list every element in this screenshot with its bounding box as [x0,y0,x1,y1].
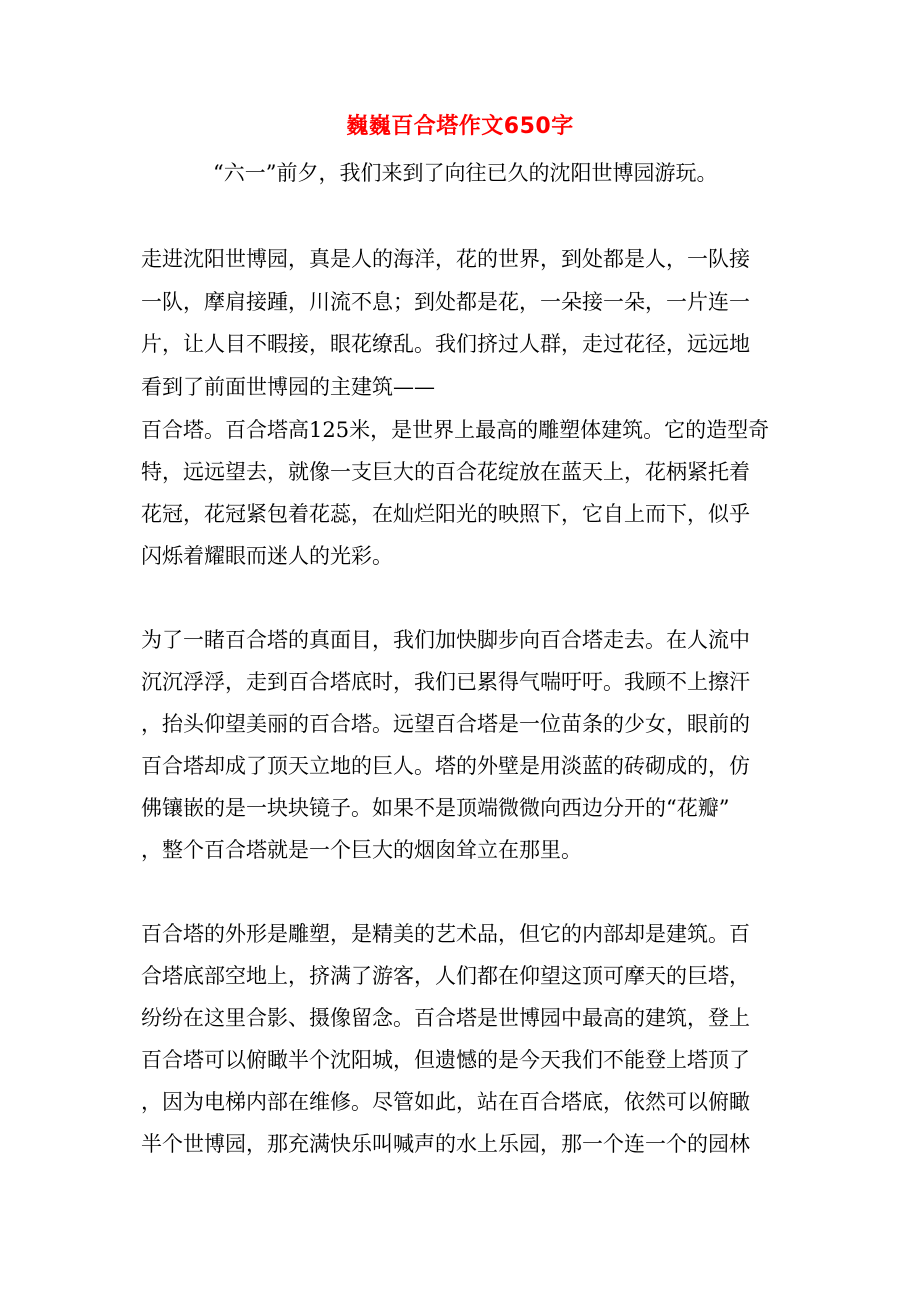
document-title: 巍巍百合塔作文650字 [346,114,574,139]
paragraph-line: ，因为电梯内部在维修。尽管如此，站在百合塔底，依然可以俯瞰 [141,1090,750,1114]
paragraph-line: 片，让人目不暇接，眼花缭乱。我们挤过人群，走过花径，远远地 [141,332,750,356]
paragraph-line: 佛镶嵌的是一块块镜子。如果不是顶端微微向西边分开的“花瓣” [141,796,730,820]
paragraph-line: 沉沉浮浮，走到百合塔底时，我们已累得气喘吁吁。我顾不上擦汗 [141,670,750,694]
paragraph-line: 花冠，花冠紧包着花蕊，在灿烂阳光的映照下，它自上而下，似乎 [141,502,750,526]
paragraph-line: 闪烁着耀眼而迷人的光彩。 [141,544,393,568]
paragraph-line: 纷纷在这里合影、摄像留念。百合塔是世博园中最高的建筑，登上 [141,1006,750,1030]
paragraph-line: 为了一睹百合塔的真面目，我们加快脚步向百合塔走去。在人流中 [141,628,750,652]
paragraph-line: 看到了前面世博园的主建筑—— [141,375,435,399]
paragraph-line: 百合塔却成了顶天立地的巨人。塔的外壁是用淡蓝的砖砌成的，仿 [141,754,750,778]
paragraph-line: 百合塔可以俯瞰半个沈阳城，但遗憾的是今天我们不能登上塔顶了 [141,1048,750,1072]
paragraph-line: 百合塔。百合塔高125米，是世界上最高的雕塑体建筑。它的造型奇 [141,418,770,442]
paragraph-line: 合塔底部空地上，挤满了游客，人们都在仰望这顶可摩天的巨塔， [141,964,750,988]
paragraph-line: 走进沈阳世博园，真是人的海洋，花的世界，到处都是人，一队接 [141,247,750,271]
paragraph-line: ，抬头仰望美丽的百合塔。远望百合塔是一位苗条的少女，眼前的 [141,712,750,736]
paragraph-line: 特，远远望去，就像一支巨大的百合花绽放在蓝天上，花柄紧托着 [141,460,750,484]
paragraph-line: 百合塔的外形是雕塑，是精美的艺术品，但它的内部却是建筑。百 [141,922,750,946]
paragraph-line: 半个世博园，那充满快乐叫喊声的水上乐园，那一个连一个的园林 [141,1132,750,1156]
paragraph-line: 一队，摩肩接踵，川流不息；到处都是花，一朵接一朵，一片连一 [141,290,750,314]
paragraph-line: ，整个百合塔就是一个巨大的烟囱耸立在那里。 [141,838,582,862]
paragraph-line: “六一”前夕，我们来到了向往已久的沈阳世博园游玩。 [213,161,718,185]
